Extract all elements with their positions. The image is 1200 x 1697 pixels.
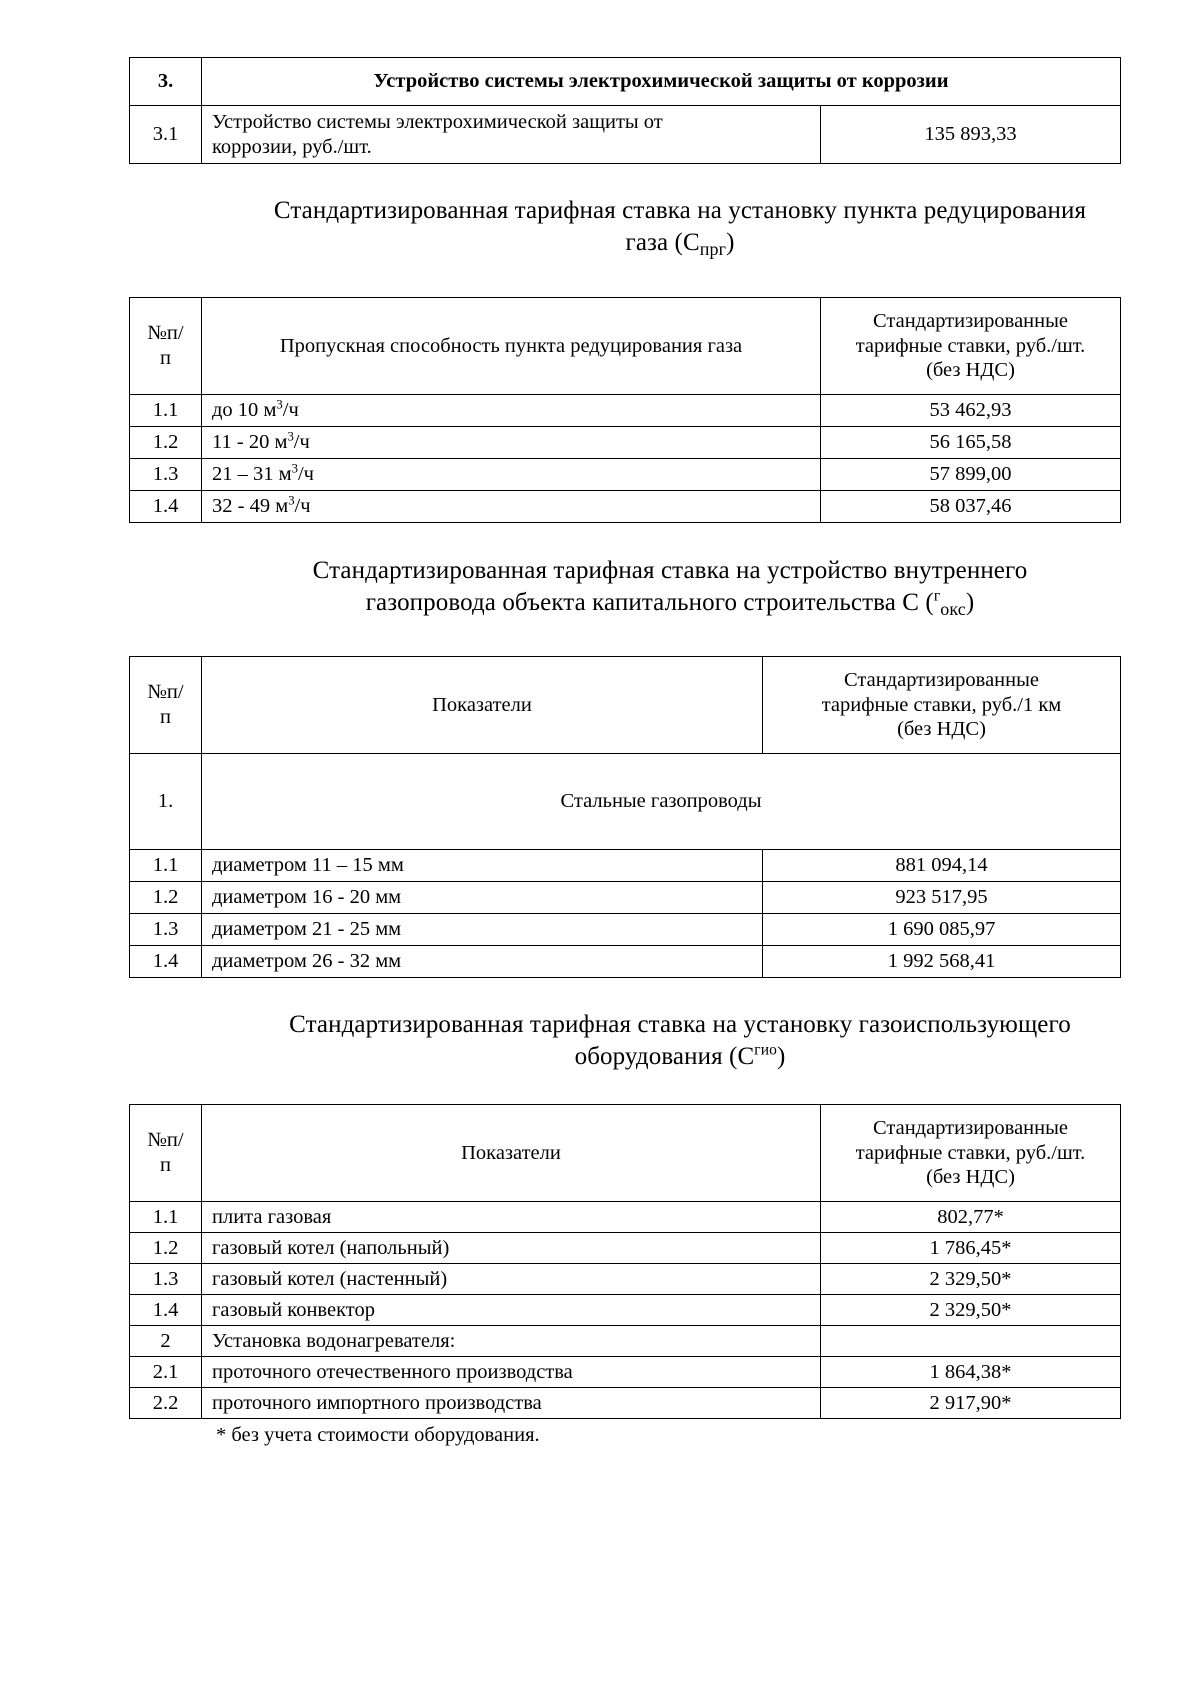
table-cell-label: до 10 $м^3/ч$ <box>202 395 821 427</box>
table-header-row <box>130 58 1121 106</box>
table-cell-value: 881 094,14 <box>763 850 1121 882</box>
column-header-label: Показатели <box>202 1105 821 1202</box>
table-row <box>130 427 1121 459</box>
column-header-value: Стандартизированные тарифные ставки, руб./шт. (без НДС) <box>821 298 1121 395</box>
table-cell-num: 3. <box>130 58 202 106</box>
table-cell-value: 1 864,38* <box>821 1357 1121 1388</box>
table-cell-label: газовый котел (настенный) <box>202 1264 821 1295</box>
column-header-value: Стандартизированные тарифные ставки, руб./шт. (без НДС) <box>821 1105 1121 1202</box>
table-cell-value: 802,77* <box>821 1202 1121 1233</box>
table-header-row <box>130 657 1121 754</box>
table-cell-value: 2 329,50* <box>821 1295 1121 1326</box>
column-header-num: №п/ п <box>130 298 202 395</box>
table-row <box>130 914 1121 946</box>
table-row <box>130 1357 1121 1388</box>
table-gio <box>129 1104 1121 1419</box>
table-cell-num: 1.2 <box>130 1233 202 1264</box>
table-cell-group-label: Стальные газопроводы <box>202 754 1121 850</box>
table-cell-label: диаметром 26 - 32 мм <box>202 946 763 978</box>
table-cell-value: 56 165,58 <box>821 427 1121 459</box>
table-row <box>130 1326 1121 1357</box>
column-header-num: №п/ п <box>130 657 202 754</box>
table-header-row <box>130 298 1121 395</box>
table-cell-num: 1. <box>130 754 202 850</box>
table-cell-value: 135 893,33 <box>821 106 1121 164</box>
table-prg <box>129 297 1121 523</box>
table-row <box>130 1233 1121 1264</box>
table-cell-value: 2 917,90* <box>821 1388 1121 1419</box>
table-cell-num: 2.1 <box>130 1357 202 1388</box>
table-cell-label: диаметром 16 - 20 мм <box>202 882 763 914</box>
table-cell-num: 1.3 <box>130 1264 202 1295</box>
table-cell-label: газовый конвектор <box>202 1295 821 1326</box>
table-cell-num: 2 <box>130 1326 202 1357</box>
table-cell-num: 1.2 <box>130 882 202 914</box>
column-header-value: Стандартизированные тарифные ставки, руб./1 км (без НДС) <box>763 657 1121 754</box>
table-cell-value: 1 690 085,97 <box>763 914 1121 946</box>
table-cell-num: 1.1 <box>130 1202 202 1233</box>
table-cell-label: проточного отечественного производства <box>202 1357 821 1388</box>
table-cell-num: 1.1 <box>130 395 202 427</box>
table-cell-num: 1.1 <box>130 850 202 882</box>
table-cell-num: 2.2 <box>130 1388 202 1419</box>
table-cell-label: диаметром 21 - 25 мм <box>202 914 763 946</box>
table-cell-label <box>202 106 821 164</box>
table-cell-label: 11 - 20 $м^3/ч$ <box>202 427 821 459</box>
table-group-row <box>130 754 1121 850</box>
table-cell-label: проточного импортного производства <box>202 1388 821 1419</box>
heading-line: Стандартизированная тарифная ставка на установку пункта редуцирования <box>273 197 1087 224</box>
table-row <box>130 459 1121 491</box>
table-cell-label: газовый котел (напольный) <box>202 1233 821 1264</box>
table-row <box>130 946 1121 978</box>
column-header-label: Показатели <box>202 657 763 754</box>
table-cell-label: диаметром 11 – 15 мм <box>202 850 763 882</box>
table-row <box>130 1202 1121 1233</box>
table-row <box>130 1295 1121 1326</box>
table-cell-value: 1 786,45* <box>821 1233 1121 1264</box>
table-row <box>130 106 1121 164</box>
table-cell-title: Устройство системы электрохимической защиты от коррозии <box>202 58 1121 106</box>
table-cell-num: 3.1 <box>130 106 202 164</box>
table-cell-num: 1.3 <box>130 459 202 491</box>
table-cell-label: Установка водонагревателя: <box>202 1326 821 1357</box>
heading-line: Стандартизированная тарифная ставка на устройство внутреннего <box>312 557 1028 584</box>
table-cell-label: плита газовая <box>202 1202 821 1233</box>
table-cell-num: 1.3 <box>130 914 202 946</box>
table-cell-label: 21 – 31 $м^3/ч$ <box>202 459 821 491</box>
table-cell-num: 1.2 <box>130 427 202 459</box>
table-cell-value: 53 462,93 <box>821 395 1121 427</box>
column-header-num: №п/ п <box>130 1105 202 1202</box>
table-cell-value <box>821 1326 1121 1357</box>
heading-line: газа $(С_{прг})$ <box>625 229 735 260</box>
section-heading-gio <box>200 1009 1160 1073</box>
table-ecz <box>129 57 1121 164</box>
table-row <box>130 1264 1121 1295</box>
table-row <box>130 882 1121 914</box>
label-line: коррозии, руб./шт. <box>212 135 372 158</box>
table-cell-num: 1.4 <box>130 491 202 523</box>
column-header-label: Пропускная способность пункта редуцирования газа <box>202 298 821 395</box>
table-oks <box>129 656 1121 978</box>
heading-line: газопровода объекта капитального строительства С ($^г_{окс}$) <box>365 587 975 620</box>
heading-line: Стандартизированная тарифная ставка на установку газоиспользующего <box>289 1011 1071 1038</box>
table-row <box>130 491 1121 523</box>
table-header-row <box>130 1105 1121 1202</box>
table-cell-value: 58 037,46 <box>821 491 1121 523</box>
table-row <box>130 1388 1121 1419</box>
table-cell-num: 1.4 <box>130 1295 202 1326</box>
table-cell-num: 1.4 <box>130 946 202 978</box>
table-cell-value: 923 517,95 <box>763 882 1121 914</box>
table-row <box>130 850 1121 882</box>
section-heading-prg <box>200 195 1160 259</box>
label-line: Устройство системы электрохимической защиты от <box>212 110 663 133</box>
section-heading-oks <box>230 555 1110 619</box>
table-row <box>130 395 1121 427</box>
table-cell-label: 32 - 49 $м^3/ч$ <box>202 491 821 523</box>
table-cell-value: 1 992 568,41 <box>763 946 1121 978</box>
heading-line: оборудования $(С^{гио})$ <box>574 1041 786 1070</box>
footnote: * без учета стоимости оборудования. <box>216 1424 540 1446</box>
table-cell-value: 57 899,00 <box>821 459 1121 491</box>
table-cell-value: 2 329,50* <box>821 1264 1121 1295</box>
